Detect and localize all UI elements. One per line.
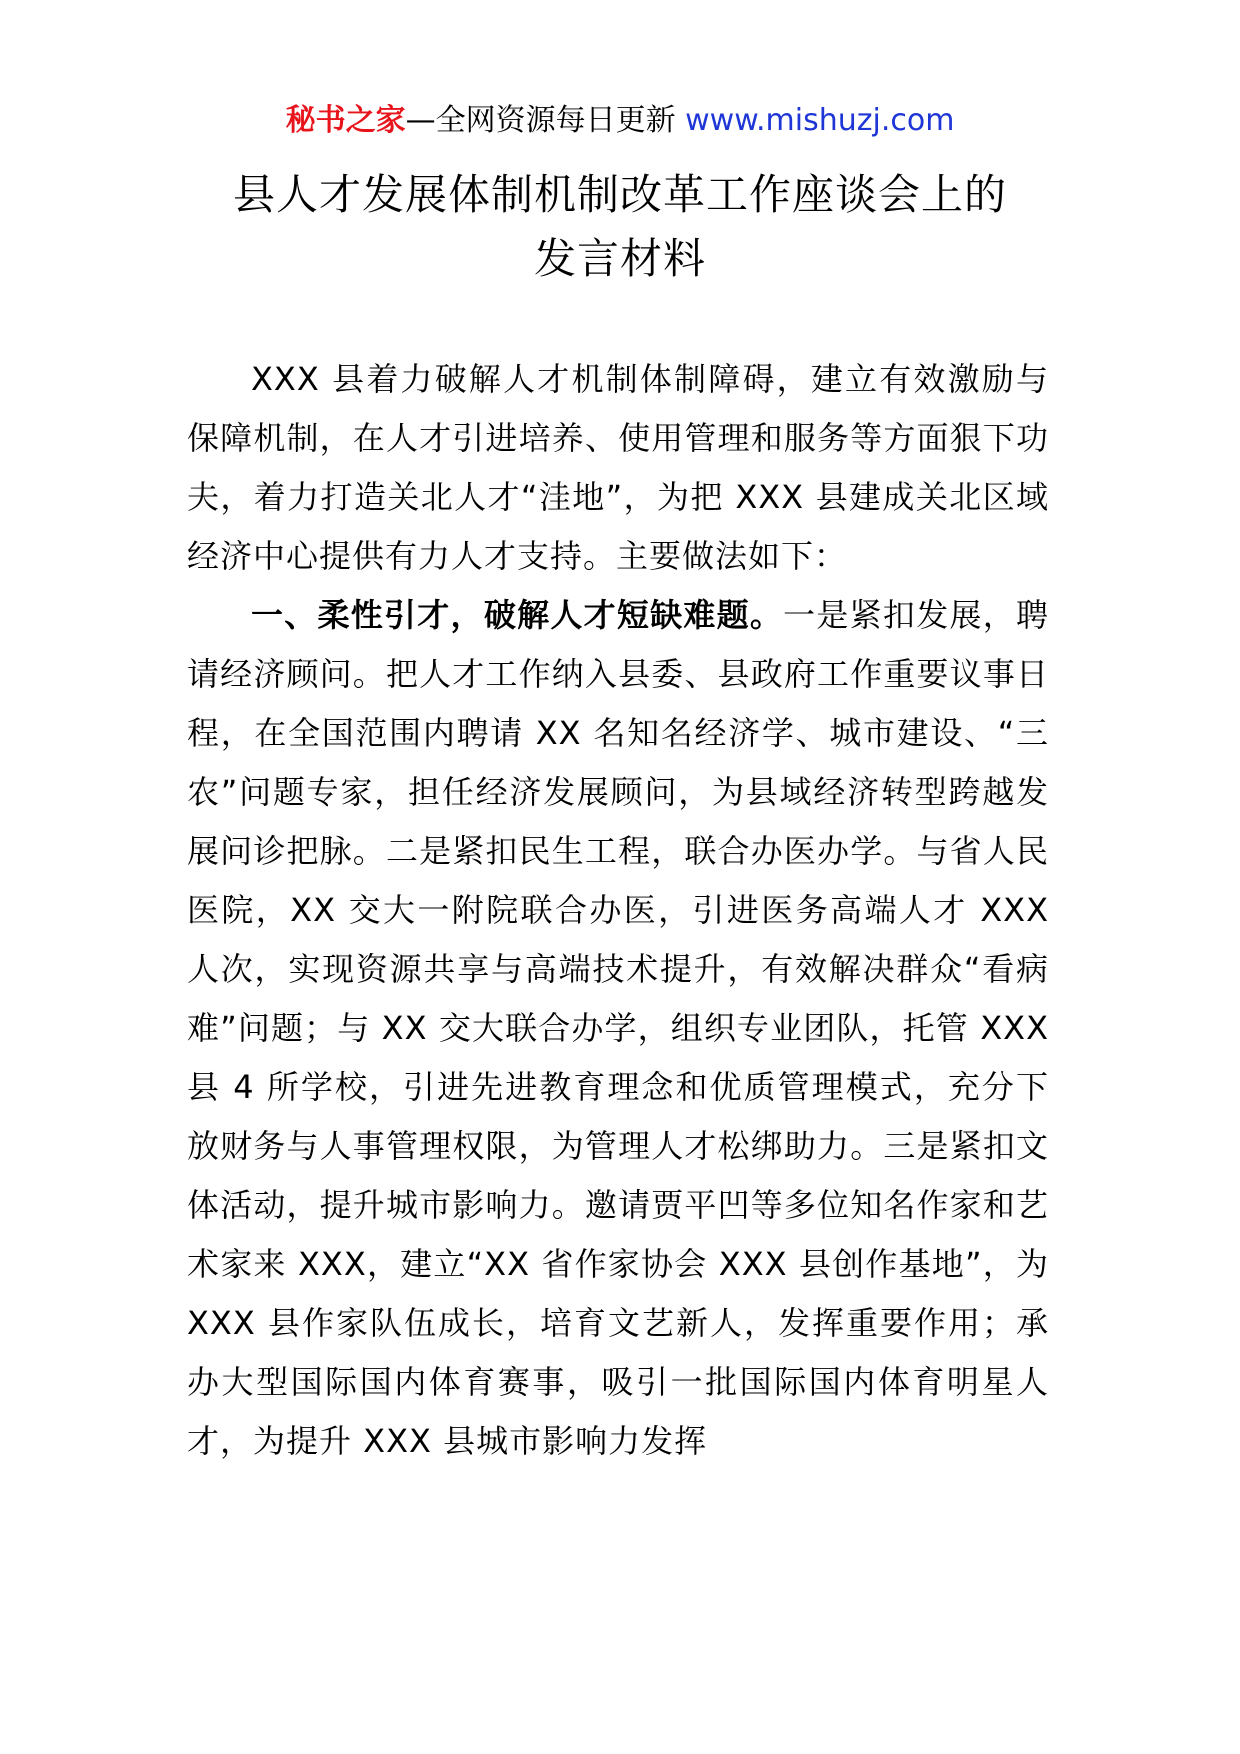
document-title (120, 163, 1120, 291)
section-1-heading: 一、柔性引才，破解人才短缺难题。 (251, 596, 784, 634)
title-line-2: 发言材料 (533, 234, 706, 283)
title-line-1: 县人才发展体制机制改革工作座谈会上的 (232, 170, 1007, 219)
header-tagline: —全网资源每日更新 (405, 103, 676, 138)
section-1-paragraph (187, 586, 1049, 1471)
document-body (187, 350, 1049, 1471)
site-url-link[interactable]: www.mishuzj.com (685, 103, 955, 138)
brand-name: 秘书之家 (285, 103, 406, 138)
watermark-header (0, 100, 1240, 142)
section-1-body: 一是紧扣发展，聘请经济顾问。把人才工作纳入县委、县政府工作重要议事日程，在全国范围内聘请 XX 名知名经济学、城市建设、“三农”问题专家，担任经济发展顾问，为县域经济转型跨越发展问诊把脉。二是紧扣民生工程，联合办医办学。与省人民医院，XX 交大一附院联合办医，引进医务高端人才 XXX 人次，实现资源共享与高端技术提升，有效解决群众“看病难”问题；与 XX 交大联合办学，组织专业团队，托管 XXX 县 4 所学校，引进先进教育理念和优质管理模式，充分下放财务与人事管理权限，为管理人才松绑助力。三是紧扣文体活动，提升城市影响力。邀请贾平凹等多位知名作家和艺术家来 XXX，建立“XX 省作家协会 XXX 县创作基地”，为 XXX 县作家队伍成长，培育文艺新人，发挥重要作用；承办大型国际国内体育赛事，吸引一批国际国内体育明星人才，为提升 XXX 县城市影响力发挥 (187, 596, 1049, 1460)
intro-paragraph: XXX 县着力破解人才机制体制障碍，建立有效激励与保障机制，在人才引进培养、使用管理和服务等方面狠下功夫，着力打造关北人才“洼地”，为把 XXX 县建成关北区域经济中心提供有力人才支持。主要做法如下： (187, 360, 1049, 575)
